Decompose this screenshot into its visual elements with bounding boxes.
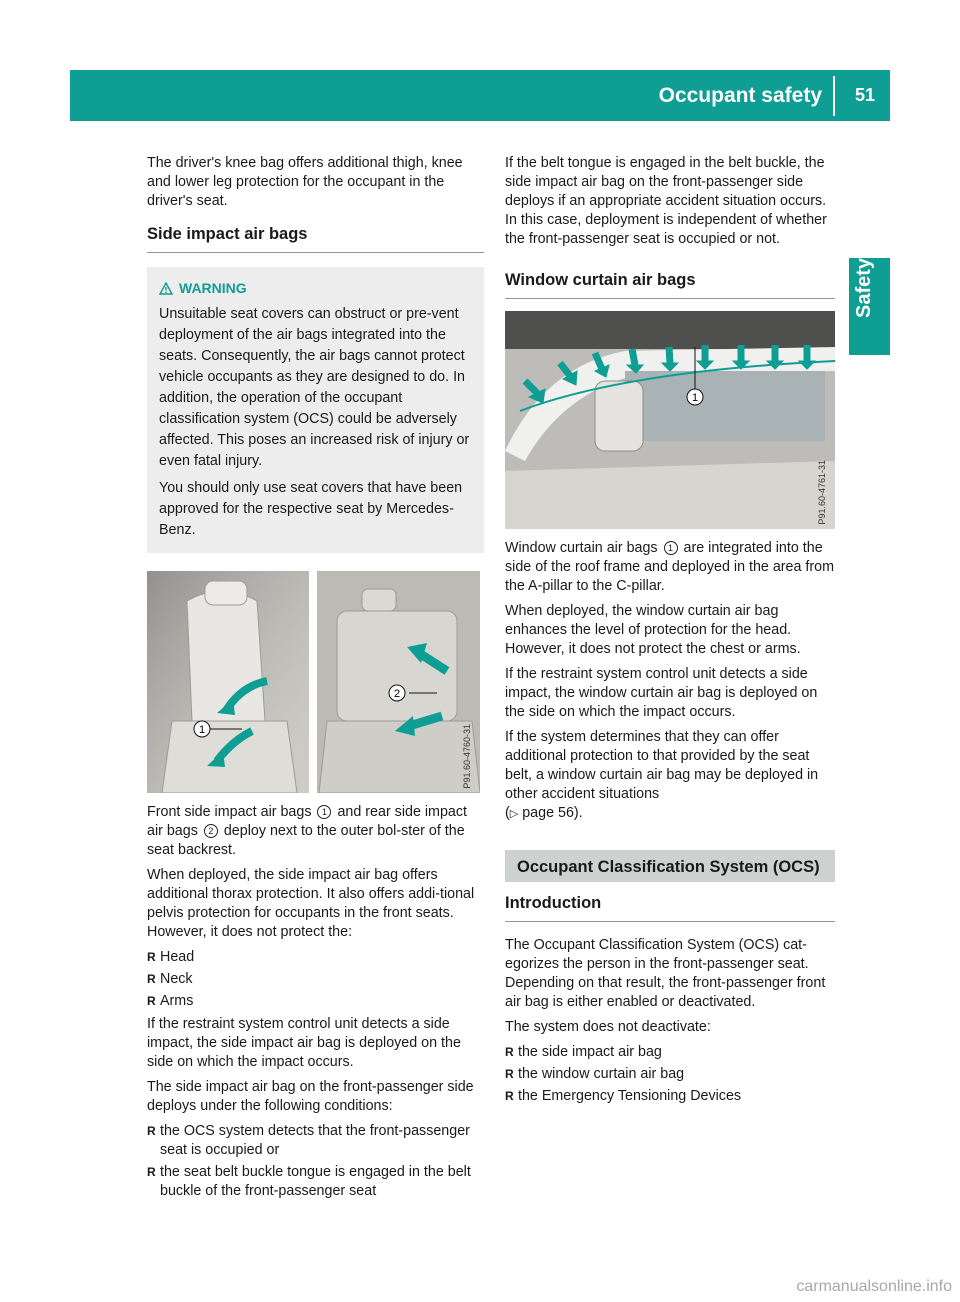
ocs-heading-box <box>505 850 835 882</box>
list-item: R Arms <box>147 993 194 1009</box>
caption-part-1: Window curtain air bags <box>505 540 658 556</box>
side-tab-label: Safety <box>853 257 875 318</box>
deployed-paragraph: When deployed, the side impact air bag offers additional thorax protection. It also offers addi-tional pelvis protection for occupants in the front seats. However, it does not protect the: <box>147 867 475 940</box>
enhances-paragraph: When deployed, the window curtain air bag enhances the level of protection for the head. However, it does not protect the chest or arms. <box>505 603 801 657</box>
figure-callout-2: 2 <box>393 688 401 700</box>
not-deactivate-paragraph: The system does not deactivate: <box>505 1019 711 1035</box>
figure-caption <box>505 539 835 596</box>
side-airbag-figure <box>147 571 480 793</box>
window-airbag-figure <box>505 311 835 529</box>
page-reference-link[interactable]: page 56). <box>522 805 583 821</box>
header-bar <box>70 70 890 121</box>
callout-marker-1: 1 <box>664 541 678 555</box>
side-impact-heading-block <box>147 225 484 253</box>
system-text: If the system determines that they can offer additional protection to that provided by the seat belt, a window curtain air bag may be deployed in other accident situations <box>505 729 819 802</box>
caption-part-2: are integrated into the side of the roof frame and deployed in the area from the A-pillar to the C-pillar. <box>505 540 835 594</box>
warning-header <box>159 279 474 298</box>
list-item: R Neck <box>147 971 193 987</box>
list-item-text: Arms <box>160 993 194 1009</box>
figure-callout-1: 1 <box>198 724 206 736</box>
side-impact-heading: Side impact air bags <box>147 225 308 243</box>
list-item-text: Neck <box>160 971 193 987</box>
list-item: R Head <box>147 949 195 965</box>
watermark: carmanualsonline.info <box>796 1278 952 1295</box>
warning-label: WARNING <box>179 280 247 296</box>
figure-callout-1: 1 <box>691 392 699 404</box>
list-item: R the OCS system detects that the front-passenger seat is occupied or <box>147 1123 470 1158</box>
section-title: Occupant safety <box>658 84 822 107</box>
restraint-paragraph: If the restraint system control unit detects a side impact, the window curtain air bag is deployed on the side on which the impact occurs. <box>505 666 818 720</box>
caption-part-1: Front side impact air bags <box>147 804 312 820</box>
page-number: 51 <box>854 85 875 105</box>
system-paragraph: If the system determines that they can offer additional protection to that provided by the seat belt, a window curtain air bag may be deployed in other accident situations (▷ page 56). <box>505 729 819 821</box>
conditions-paragraph: The side impact air bag on the front-passenger side deploys under the following conditions: <box>147 1079 474 1114</box>
not-deactivate-list <box>505 1043 835 1106</box>
window-curtain-heading: Window curtain air bags <box>505 271 696 289</box>
figure-caption <box>147 803 484 860</box>
list-item: R the Emergency Tensioning Devices <box>505 1088 742 1104</box>
figure-code: P91.60-4761-31 <box>817 460 827 525</box>
warning-triangle-icon <box>159 282 173 295</box>
protect-list <box>147 948 484 1011</box>
intro-paragraph: The driver's knee bag offers additional thigh, knee and lower leg protection for the occupant in the driver's seat. <box>147 155 463 209</box>
window-heading-block <box>505 271 835 299</box>
introduction-heading: Introduction <box>505 894 602 912</box>
warning-box <box>147 267 484 553</box>
list-item-text: the OCS system detects that the front-passenger seat is occupied or <box>160 1123 470 1158</box>
left-column <box>147 154 484 1205</box>
side-tab <box>849 258 890 355</box>
list-item-text: the seat belt buckle tongue is engaged in the belt buckle of the front-passenger seat <box>160 1164 471 1199</box>
list-item: R the side impact air bag <box>505 1044 662 1060</box>
list-item-text: the Emergency Tensioning Devices <box>518 1088 742 1104</box>
conditions-list <box>147 1122 484 1201</box>
page-ref-arrow-icon: ▷ <box>509 808 519 820</box>
right-column <box>505 154 835 1110</box>
ocs-heading: Occupant Classification System (OCS) <box>517 858 820 876</box>
caption-part-3: deploy next to the outer bol-ster of the seat backrest. <box>147 823 465 858</box>
warning-text-1: Unsuitable seat covers can obstruct or pre-vent deployment of the air bags integrated into the seats. Consequently, the air bags cannot protect vehicle occupants as they are designed to do. In addition, the operation of the occupant classification system (OCS) could be adversely affected. This poses an increased risk of injury or even fatal injury. <box>159 306 470 469</box>
belt-paragraph: If the belt tongue is engaged in the belt buckle, the side impact air bag on the front-passenger side deploys if an appropriate accident situation occurs. In this case, deployment is independent of whether the front-passenger seat is occupied or not. <box>505 155 827 247</box>
list-item-text: Head <box>160 949 195 965</box>
warning-text-2: You should only use seat covers that have been approved for the respective seat by Mercedes-Benz. <box>159 480 463 538</box>
figure-code: P91.60-4760-31 <box>462 724 472 789</box>
list-item: R the seat belt buckle tongue is engaged in the belt buckle of the front-passenger seat <box>147 1164 471 1199</box>
caption-part-2: and rear side impact air bags <box>147 804 467 839</box>
header-divider <box>833 76 835 116</box>
ocs-paragraph: The Occupant Classification System (OCS) cat-egorizes the person in the front-passenger seat. Depending on that result, the front-passenger front air bag is either enabled or deactivated. <box>505 937 826 1010</box>
restraint-paragraph: If the restraint system control unit detects a side impact, the side impact air bag is deployed on the side on which the impact occurs. <box>147 1016 461 1070</box>
list-item-text: the side impact air bag <box>518 1044 662 1060</box>
callout-marker-1: 1 <box>317 805 331 819</box>
curtain-illustration <box>505 311 835 529</box>
introduction-heading-block <box>505 894 835 922</box>
callout-marker-2: 2 <box>204 824 218 838</box>
seat-illustration <box>147 571 480 793</box>
list-item-text: the window curtain air bag <box>518 1066 685 1082</box>
list-item: R the window curtain air bag <box>505 1066 685 1082</box>
